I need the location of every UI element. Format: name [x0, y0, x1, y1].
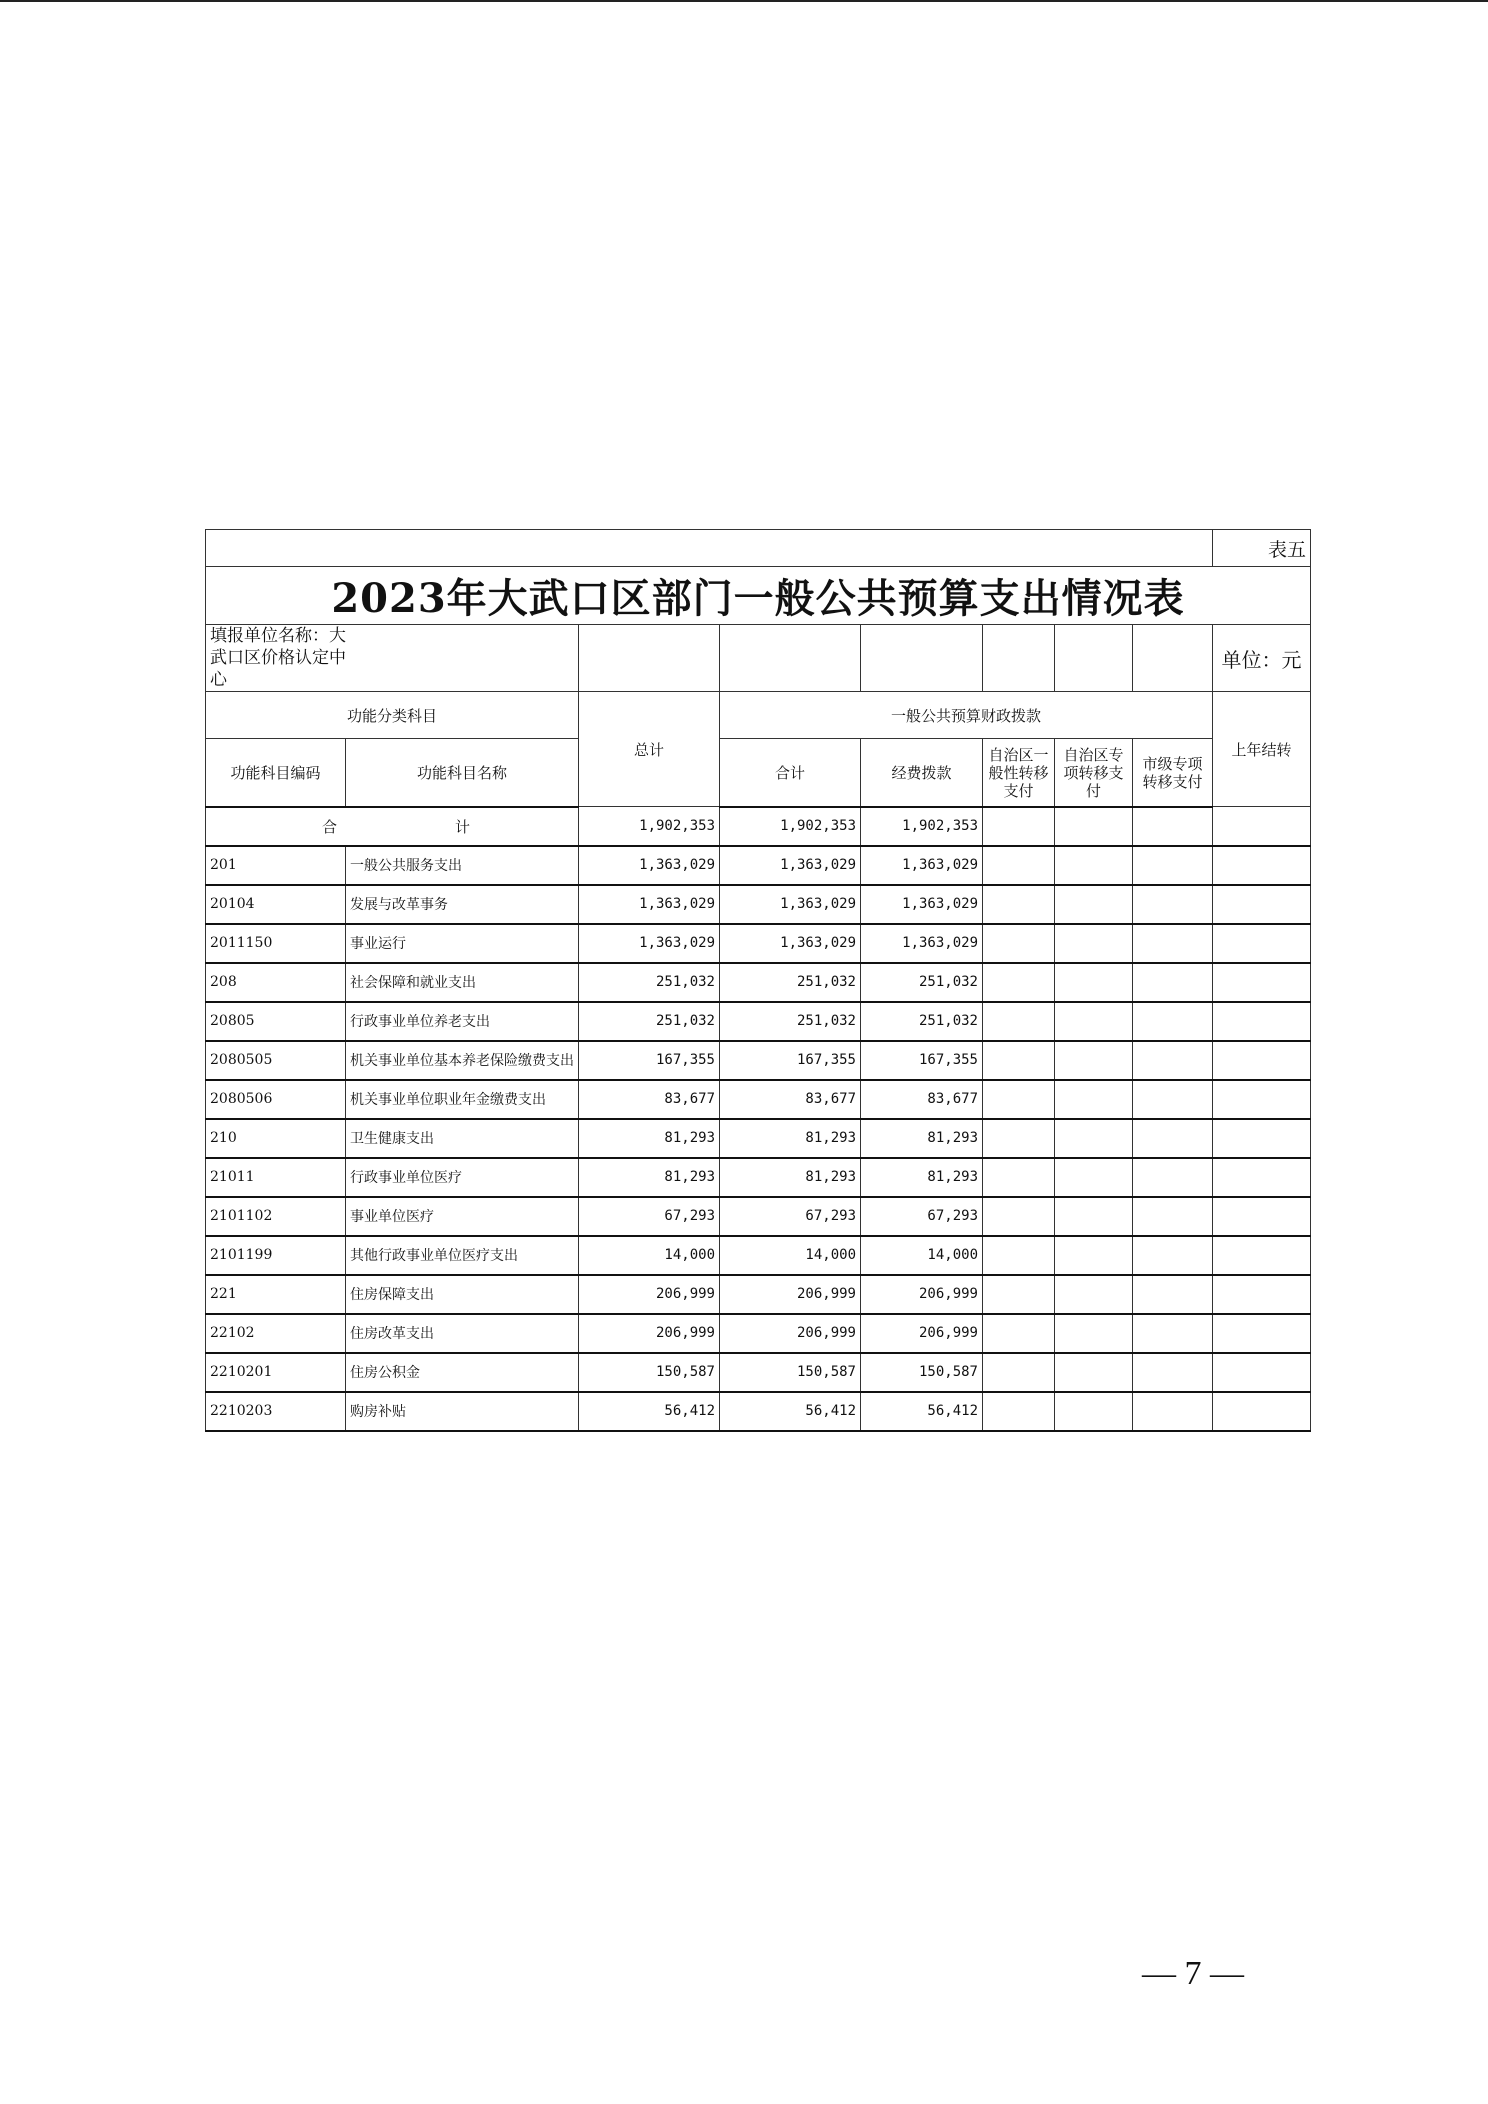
empty-cell [1133, 1275, 1213, 1314]
empty-cell [1055, 885, 1133, 924]
subtotal-cell: 81,293 [720, 1158, 861, 1197]
table-row [206, 1041, 1311, 1080]
empty-cell [1055, 1080, 1133, 1119]
empty-cell [1055, 1236, 1133, 1275]
funding-cell: 1,363,029 [861, 924, 983, 963]
summary-label-b: 计 [455, 817, 471, 836]
code-cell: 208 [206, 963, 346, 1002]
header-funding: 经费拨款 [861, 739, 983, 807]
empty-cell [1133, 924, 1213, 963]
empty-cell [983, 1158, 1055, 1197]
empty-cell [1133, 885, 1213, 924]
empty-cell [1133, 846, 1213, 885]
table-row [206, 1275, 1311, 1314]
funding-cell: 1,363,029 [861, 885, 983, 924]
name-cell: 行政事业单位养老支出 [346, 1002, 579, 1041]
summary-row [206, 807, 1311, 846]
total-cell: 1,363,029 [579, 924, 720, 963]
summary-label [206, 807, 579, 846]
currency-unit: 单位：元 [1213, 625, 1311, 692]
table-row [206, 1080, 1311, 1119]
subtotal-cell: 167,355 [720, 1041, 861, 1080]
code-cell: 20805 [206, 1002, 346, 1041]
table-row [206, 1119, 1311, 1158]
code-cell: 2101102 [206, 1197, 346, 1236]
name-cell: 机关事业单位职业年金缴费支出 [346, 1080, 579, 1119]
funding-cell: 14,000 [861, 1236, 983, 1275]
funding-cell: 67,293 [861, 1197, 983, 1236]
empty-cell [1133, 1353, 1213, 1392]
empty-cell [983, 1002, 1055, 1041]
empty-cell [1055, 1119, 1133, 1158]
empty-cell [1213, 1236, 1311, 1275]
header-prior-year-carryover: 上年结转 [1213, 692, 1311, 807]
header-row-1 [206, 692, 1311, 739]
total-cell: 81,293 [579, 1119, 720, 1158]
empty-cell [1055, 1275, 1133, 1314]
name-cell: 机关事业单位基本养老保险缴费支出 [346, 1041, 579, 1080]
empty-cell [1055, 1002, 1133, 1041]
total-cell: 83,677 [579, 1080, 720, 1119]
subtotal-cell: 1,363,029 [720, 885, 861, 924]
code-cell: 20104 [206, 885, 346, 924]
empty-cell [983, 885, 1055, 924]
empty-cell [1133, 1314, 1213, 1353]
budget-table [205, 529, 1311, 1432]
empty-cell [983, 1236, 1055, 1275]
top-border-line [0, 0, 1488, 2]
name-cell: 一般公共服务支出 [346, 846, 579, 885]
empty-cell [1133, 1392, 1213, 1431]
empty-cell [983, 1275, 1055, 1314]
table-row [206, 1353, 1311, 1392]
header-func-category: 功能分类科目 [206, 692, 579, 739]
table-row [206, 1002, 1311, 1041]
name-cell: 事业运行 [346, 924, 579, 963]
table-row [206, 924, 1311, 963]
subtotal-cell: 81,293 [720, 1119, 861, 1158]
funding-cell: 206,999 [861, 1275, 983, 1314]
empty-cell [1213, 963, 1311, 1002]
total-cell: 150,587 [579, 1353, 720, 1392]
name-cell: 社会保障和就业支出 [346, 963, 579, 1002]
total-cell: 251,032 [579, 1002, 720, 1041]
empty-cell [1213, 1002, 1311, 1041]
empty-cell [1055, 846, 1133, 885]
empty-cell [1055, 1314, 1133, 1353]
header-city-special-transfer: 市级专项转移支付 [1133, 739, 1213, 807]
name-cell: 住房公积金 [346, 1353, 579, 1392]
table-body [206, 530, 1311, 1431]
total-cell: 167,355 [579, 1041, 720, 1080]
total-cell: 81,293 [579, 1158, 720, 1197]
funding-cell: 81,293 [861, 1119, 983, 1158]
empty-cell [983, 924, 1055, 963]
name-cell: 卫生健康支出 [346, 1119, 579, 1158]
code-cell: 2210203 [206, 1392, 346, 1431]
code-cell: 22102 [206, 1314, 346, 1353]
empty-cell [1055, 1353, 1133, 1392]
funding-cell: 56,412 [861, 1392, 983, 1431]
empty-cell [983, 1392, 1055, 1431]
empty-cell [1055, 963, 1133, 1002]
empty-cell [1213, 1275, 1311, 1314]
reporting-unit-text: 填报单位名称：大武口区价格认定中心 [210, 626, 346, 691]
subtotal-cell: 56,412 [720, 1392, 861, 1431]
document-title: 2023年大武口区部门一般公共预算支出情况表 [206, 567, 1311, 625]
name-cell: 发展与改革事务 [346, 885, 579, 924]
funding-cell: 81,293 [861, 1158, 983, 1197]
code-cell: 21011 [206, 1158, 346, 1197]
empty-cell [1213, 1119, 1311, 1158]
empty-cell [983, 1314, 1055, 1353]
subtotal-cell: 150,587 [720, 1353, 861, 1392]
funding-cell: 83,677 [861, 1080, 983, 1119]
unit-row [206, 625, 1311, 692]
table-row [206, 885, 1311, 924]
empty-cell [1133, 1236, 1213, 1275]
empty-cell [1213, 846, 1311, 885]
name-cell: 事业单位医疗 [346, 1197, 579, 1236]
empty-cell [1133, 1158, 1213, 1197]
funding-cell: 167,355 [861, 1041, 983, 1080]
empty-cell [1213, 1314, 1311, 1353]
table-number-row [206, 530, 1311, 567]
name-cell: 购房补贴 [346, 1392, 579, 1431]
empty-cell [983, 1041, 1055, 1080]
empty-cell [1213, 924, 1311, 963]
table-row [206, 846, 1311, 885]
header-region-special-transfer: 自治区专项转移支付 [1055, 739, 1133, 807]
code-cell: 2080505 [206, 1041, 346, 1080]
empty-cell [1213, 1392, 1311, 1431]
header-func-name: 功能科目名称 [346, 739, 579, 807]
empty-cell [1213, 1041, 1311, 1080]
empty-cell [1055, 1392, 1133, 1431]
total-cell: 67,293 [579, 1197, 720, 1236]
empty-cell [1133, 963, 1213, 1002]
empty-cell [1133, 1002, 1213, 1041]
reporting-unit-label [206, 625, 579, 692]
name-cell: 住房改革支出 [346, 1314, 579, 1353]
empty-cell [1055, 1158, 1133, 1197]
table-row [206, 963, 1311, 1002]
total-cell: 56,412 [579, 1392, 720, 1431]
title-row [206, 567, 1311, 625]
empty-cell [1133, 1041, 1213, 1080]
code-cell: 201 [206, 846, 346, 885]
table-row [206, 1197, 1311, 1236]
total-cell: 206,999 [579, 1275, 720, 1314]
table-row [206, 1236, 1311, 1275]
table-row [206, 1158, 1311, 1197]
funding-cell: 206,999 [861, 1314, 983, 1353]
subtotal-cell: 14,000 [720, 1236, 861, 1275]
subtotal-cell: 67,293 [720, 1197, 861, 1236]
subtotal-cell: 1,363,029 [720, 846, 861, 885]
code-cell: 2210201 [206, 1353, 346, 1392]
header-total: 总计 [579, 692, 720, 807]
empty-cell [983, 846, 1055, 885]
empty-cell [1213, 885, 1311, 924]
empty-cell [1213, 1197, 1311, 1236]
code-cell: 221 [206, 1275, 346, 1314]
header-region-general-transfer: 自治区一般性转移支付 [983, 739, 1055, 807]
subtotal-cell: 83,677 [720, 1080, 861, 1119]
funding-cell: 150,587 [861, 1353, 983, 1392]
code-cell: 210 [206, 1119, 346, 1158]
table-row [206, 1314, 1311, 1353]
empty-cell [1213, 1158, 1311, 1197]
empty-cell [983, 1080, 1055, 1119]
header-func-code: 功能科目编码 [206, 739, 346, 807]
summary-funding: 1,902,353 [861, 807, 983, 846]
header-subtotal: 合计 [720, 739, 861, 807]
header-row-2 [206, 739, 1311, 807]
total-cell: 14,000 [579, 1236, 720, 1275]
empty-cell [1055, 1041, 1133, 1080]
funding-cell: 251,032 [861, 963, 983, 1002]
subtotal-cell: 251,032 [720, 1002, 861, 1041]
subtotal-cell: 1,363,029 [720, 924, 861, 963]
summary-total: 1,902,353 [579, 807, 720, 846]
empty-cell [1213, 1080, 1311, 1119]
page-number: — 7 — [1142, 1955, 1244, 1992]
name-cell: 行政事业单位医疗 [346, 1158, 579, 1197]
total-cell: 1,363,029 [579, 885, 720, 924]
subtotal-cell: 206,999 [720, 1275, 861, 1314]
empty-cell [1133, 1119, 1213, 1158]
code-cell: 2080506 [206, 1080, 346, 1119]
header-general-budget: 一般公共预算财政拨款 [720, 692, 1213, 739]
funding-cell: 251,032 [861, 1002, 983, 1041]
empty-cell [1133, 1197, 1213, 1236]
code-cell: 2011150 [206, 924, 346, 963]
summary-subtotal: 1,902,353 [720, 807, 861, 846]
subtotal-cell: 206,999 [720, 1314, 861, 1353]
empty-cell [1213, 1353, 1311, 1392]
total-cell: 1,363,029 [579, 846, 720, 885]
summary-label-a: 合 [322, 817, 338, 836]
total-cell: 206,999 [579, 1314, 720, 1353]
funding-cell: 1,363,029 [861, 846, 983, 885]
empty-cell [1055, 924, 1133, 963]
name-cell: 住房保障支出 [346, 1275, 579, 1314]
name-cell: 其他行政事业单位医疗支出 [346, 1236, 579, 1275]
empty-cell [983, 1119, 1055, 1158]
empty-cell [1055, 1197, 1133, 1236]
code-cell: 2101199 [206, 1236, 346, 1275]
empty-cell [983, 1197, 1055, 1236]
empty-cell [983, 1353, 1055, 1392]
total-cell: 251,032 [579, 963, 720, 1002]
empty-cell [983, 963, 1055, 1002]
subtotal-cell: 251,032 [720, 963, 861, 1002]
table-row [206, 1392, 1311, 1431]
table-number: 表五 [1213, 530, 1311, 567]
empty-cell [1133, 1080, 1213, 1119]
